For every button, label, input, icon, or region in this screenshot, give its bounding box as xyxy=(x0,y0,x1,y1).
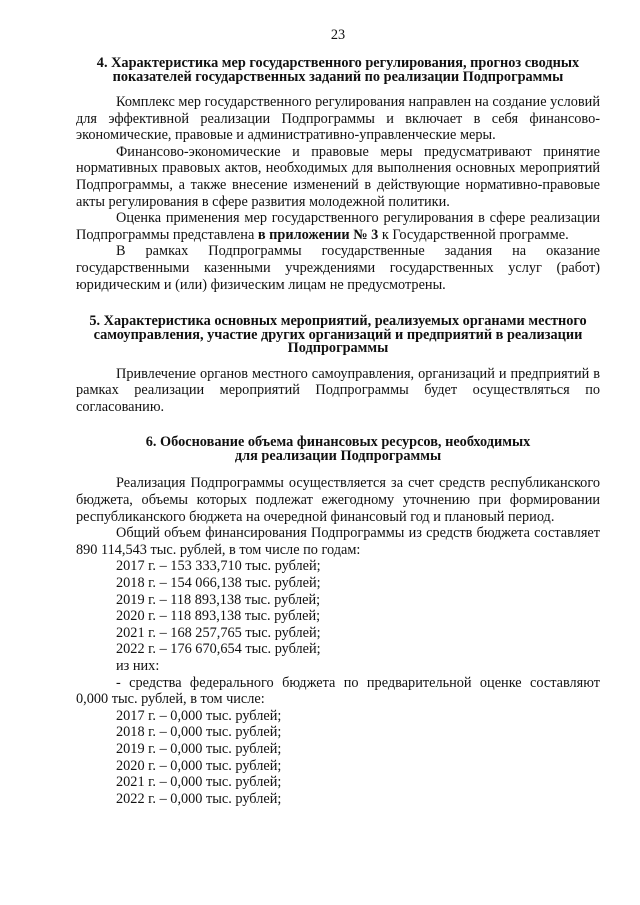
list-item: 2018 г. – 0,000 тыс. рублей; xyxy=(116,724,282,741)
paragraph: - средства федерального бюджета по предварительной оценке составляют 0,000 тыс. рублей, в том числе: xyxy=(76,674,600,708)
section-6 xyxy=(76,436,600,807)
section-4-title-line: 4. Характеристика мер государственного регулирования, прогноз сводных xyxy=(96,55,580,71)
list-item: 2020 г. – 118 893,138 тыс. рублей; xyxy=(116,608,321,625)
list-item: 2017 г. – 0,000 тыс. рублей; xyxy=(116,707,282,724)
section-4 xyxy=(76,57,600,293)
section-5-title xyxy=(76,315,600,356)
section-6-title-line: 6. Обоснование объема финансовых ресурсов, необходимых xyxy=(145,434,531,451)
section-4-body xyxy=(76,94,600,293)
list-item: 2022 г. – 176 670,654 тыс. рублей; xyxy=(116,641,321,658)
federal-funding-list xyxy=(76,708,600,808)
paragraph: В рамках Подпрограммы государственные задания на оказание государственными казенными учреждениями государственных услуг (работ) юридическим и (или) физическим лицам не предусмотрены. xyxy=(76,243,600,293)
paragraph xyxy=(76,210,600,243)
paragraph: Общий объем финансирования Подпрограммы из средств бюджета составляет 890 114,543 тыс. рублей, в том числе по годам: xyxy=(76,525,600,558)
list-item: 2019 г. – 118 893,138 тыс. рублей; xyxy=(116,591,321,608)
paragraph: Комплекс мер государственного регулирования направлен на создание условий для эффективной реализации Подпрограммы и включает в себя финансово-экономические, правовые и административно-управленческие меры. xyxy=(76,94,600,144)
section-4-title-line: показателей государственных заданий по реализации Подпрограммы xyxy=(112,68,564,85)
funding-by-year-list xyxy=(76,558,600,674)
section-6-title-line: для реализации Подпрограммы xyxy=(234,447,442,464)
paragraph-text: к Государственной программе. xyxy=(378,226,569,243)
appendix-reference: в приложении № 3 xyxy=(257,226,379,243)
section-6-body xyxy=(76,475,600,807)
list-item: 2019 г. – 0,000 тыс. рублей; xyxy=(116,740,282,757)
list-item: 2022 г. – 0,000 тыс. рублей; xyxy=(116,790,282,807)
document-page xyxy=(76,0,600,807)
page-number: 23 xyxy=(330,27,346,43)
list-item: 2020 г. – 0,000 тыс. рублей; xyxy=(116,757,282,774)
paragraph: Реализация Подпрограммы осуществляется за счет средств республиканского бюджета, объемы которых подлежат ежегодному уточнению при формировании республиканского бюджета на очередной финансовый год и плановый период. xyxy=(76,475,600,525)
list-item: 2021 г. – 0,000 тыс. рублей; xyxy=(116,774,282,791)
section-4-title xyxy=(76,57,600,84)
list-item: из них: xyxy=(116,657,160,674)
section-5-title-line: Подпрограммы xyxy=(287,340,389,357)
section-5 xyxy=(76,315,600,415)
section-6-title xyxy=(76,436,600,463)
list-item: 2017 г. – 153 333,710 тыс. рублей; xyxy=(116,558,321,575)
list-item: 2018 г. – 154 066,138 тыс. рублей; xyxy=(116,574,321,591)
paragraph-text: Оценка применения мер государственного регулирования в сфере реализации Подпрограммы представлена xyxy=(76,210,600,243)
paragraph: Привлечение органов местного самоуправления, организаций и предприятий в рамках реализации мероприятий Подпрограммы будет осуществляться по согласованию. xyxy=(76,365,600,415)
paragraph: Финансово-экономические и правовые меры предусматривают принятие нормативных правовых актов, необходимых для выполнения основных мероприятий Подпрограммы, а также внесение изменений в действующие нормативно-правовые акты регулирования в сфере развития молодежной политики. xyxy=(76,143,600,210)
section-5-body xyxy=(76,366,600,416)
section-5-title-line: самоуправления, участие других организаций и предприятий в реализации xyxy=(93,326,583,343)
section-5-title-line: 5. Характеристика основных мероприятий, реализуемых органами местного xyxy=(89,313,587,330)
list-item: 2021 г. – 168 257,765 тыс. рублей; xyxy=(116,624,321,641)
